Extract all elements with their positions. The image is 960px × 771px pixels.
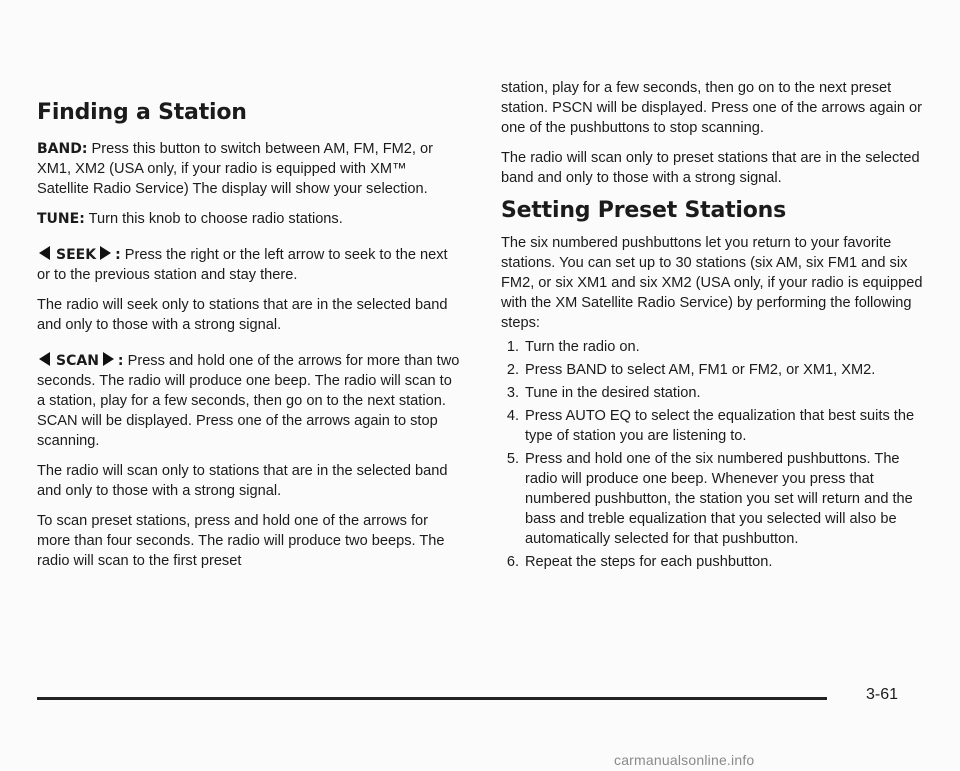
list-item: 4. Press AUTO EQ to select the equalization that best suits the type of station you are listening to. xyxy=(506,408,915,444)
scan-paragraph xyxy=(37,351,462,451)
seek-label: SEEK xyxy=(56,247,97,263)
left-arrow-icon xyxy=(39,352,50,366)
page-number: 3-61 xyxy=(866,686,899,703)
list-item: 5. Press and hold one of the six numbered pushbuttons. The radio will produce one beep. Whenever you press that numbered pushbutton, the station you set will return and the bass and treble equalization that you selected will also be automatically selected for that pushbutton. xyxy=(506,451,913,547)
seek-colon: : xyxy=(115,247,121,263)
right-arrow-icon xyxy=(103,352,114,366)
tune-label: TUNE: xyxy=(37,211,85,227)
section-heading-finding-a-station: Finding a Station xyxy=(37,100,247,125)
seek-note-paragraph: The radio will seek only to stations that are in the selected band and only to those with a strong signal. xyxy=(37,297,448,333)
preset-intro-paragraph: The six numbered pushbuttons let you return to your favorite stations. You can set up to 30 stations (six AM, six FM1 and six FM2, or six XM1 and six XM2 (USA only, if your radio is equipped with the XM Satellite Radio Service) by performing the following steps: xyxy=(501,235,923,331)
list-item: 6. Repeat the steps for each pushbutton. xyxy=(506,554,773,570)
scan-preset-paragraph: To scan preset stations, press and hold one of the arrows for more than four seconds. The radio will produce two beeps. The radio will scan to the first preset xyxy=(37,513,445,569)
continued-paragraph: station, play for a few seconds, then go on to the next preset station. PSCN will be displayed. Press one of the arrows again or one of the pushbuttons to stop scanning. xyxy=(501,80,922,136)
scan-text: Press and hold one of the arrows for more than two seconds. The radio will produce one beep. The radio will scan to a station, play for a few seconds, then go on to the next station. SCAN will be displayed. Press one of the arrows again to stop scanning. xyxy=(37,353,460,449)
band-paragraph xyxy=(37,139,462,199)
scan-note-paragraph: The radio will scan only to stations that are in the selected band and only to those with a strong signal. xyxy=(37,463,448,499)
left-column xyxy=(37,100,462,581)
preset-steps-list xyxy=(501,337,923,572)
seek-text: Press the right or the left arrow to seek to the next or to the previous station and stay there. xyxy=(37,247,448,283)
list-item: 1. Turn the radio on. xyxy=(506,339,640,355)
scan-colon: : xyxy=(117,353,124,369)
tune-paragraph xyxy=(37,209,462,229)
footer-divider xyxy=(37,697,827,700)
seek-paragraph xyxy=(37,245,462,285)
preset-scan-note-paragraph: The radio will scan only to preset stations that are in the selected band and only to those with a strong signal. xyxy=(501,150,920,186)
list-item: 3. Tune in the desired station. xyxy=(506,385,701,401)
right-column xyxy=(501,78,923,575)
section-heading-setting-preset-stations: Setting Preset Stations xyxy=(501,198,787,223)
tune-text: Turn this knob to choose radio stations. xyxy=(88,211,343,227)
right-arrow-icon xyxy=(100,246,111,260)
band-label: BAND: xyxy=(37,141,88,157)
list-item: 2. Press BAND to select AM, FM1 or FM2, or XM1, XM2. xyxy=(506,362,876,378)
left-arrow-icon xyxy=(39,246,50,260)
watermark: carmanualsonline.info xyxy=(614,752,755,768)
scan-label: SCAN xyxy=(56,353,99,369)
band-text: Press this button to switch between AM, FM, FM2, or XM1, XM2 (USA only, if your radio is equipped with XM™ Satellite Radio Service) The display will show your selection. xyxy=(37,141,433,197)
